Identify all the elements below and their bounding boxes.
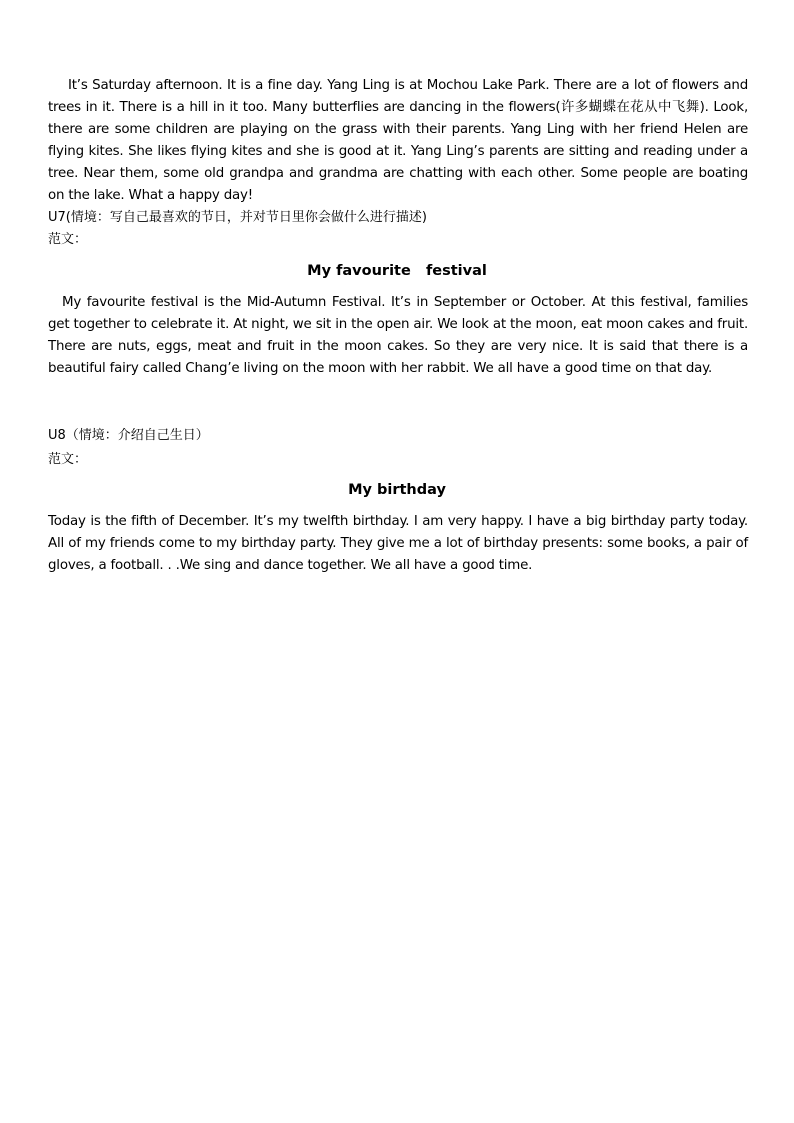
- u7-sample-label: 范文：: [48, 232, 88, 247]
- u7-essay-title: My favourite festival: [307, 263, 487, 279]
- u7-essay-paragraph: My favourite festival is the Mid-Autumn Festival. It’s in September or October. At this festival, families get together to celebrate it. At night, we sit in the open air. We look at the moon, eat moon cakes and fruit. There are nuts, eggs, meat and fruit in the moon cakes. So they are very nice. It is said that there is a beautiful fairy called Chang’e living on the moon with her rabbit. We all have a good time on that day.: [48, 295, 748, 376]
- u8-sample-label: 范文：: [48, 452, 88, 467]
- u8-essay-paragraph: Today is the fifth of December. It’s my twelfth birthday. I am very happy. I have a big birthday party today. All of my friends come to my birthday party. They give me a lot of birthday presents: some books, a pair of gloves, a football. . .We sing and dance together. We all have a good time.: [48, 514, 748, 573]
- u8-essay-title: My birthday: [348, 482, 446, 498]
- u6-sample-paragraph: It’s Saturday afternoon. It is a fine day. Yang Ling is at Mochou Lake Park. There are a lot of flowers and trees in it. There is a hill in it too. Many butterflies are dancing in the flowers(许多蝴蝶在花从中飞舞). Look, there are some children are playing on the grass with their parents. Yang Ling with her friend Helen are flying kites. She likes flying kites and she is good at it. Yang Ling’s parents are sitting and reading under a tree. Near them, some old grandpa and grandma are chatting with each other. Some people are boating on the lake. What a happy day!: [48, 78, 748, 203]
- u8-heading: U8（情境：介绍自己生日）: [48, 428, 209, 443]
- u7-heading: U7(情境：写自己最喜欢的节日，并对节日里你会做什么进行描述): [48, 210, 427, 225]
